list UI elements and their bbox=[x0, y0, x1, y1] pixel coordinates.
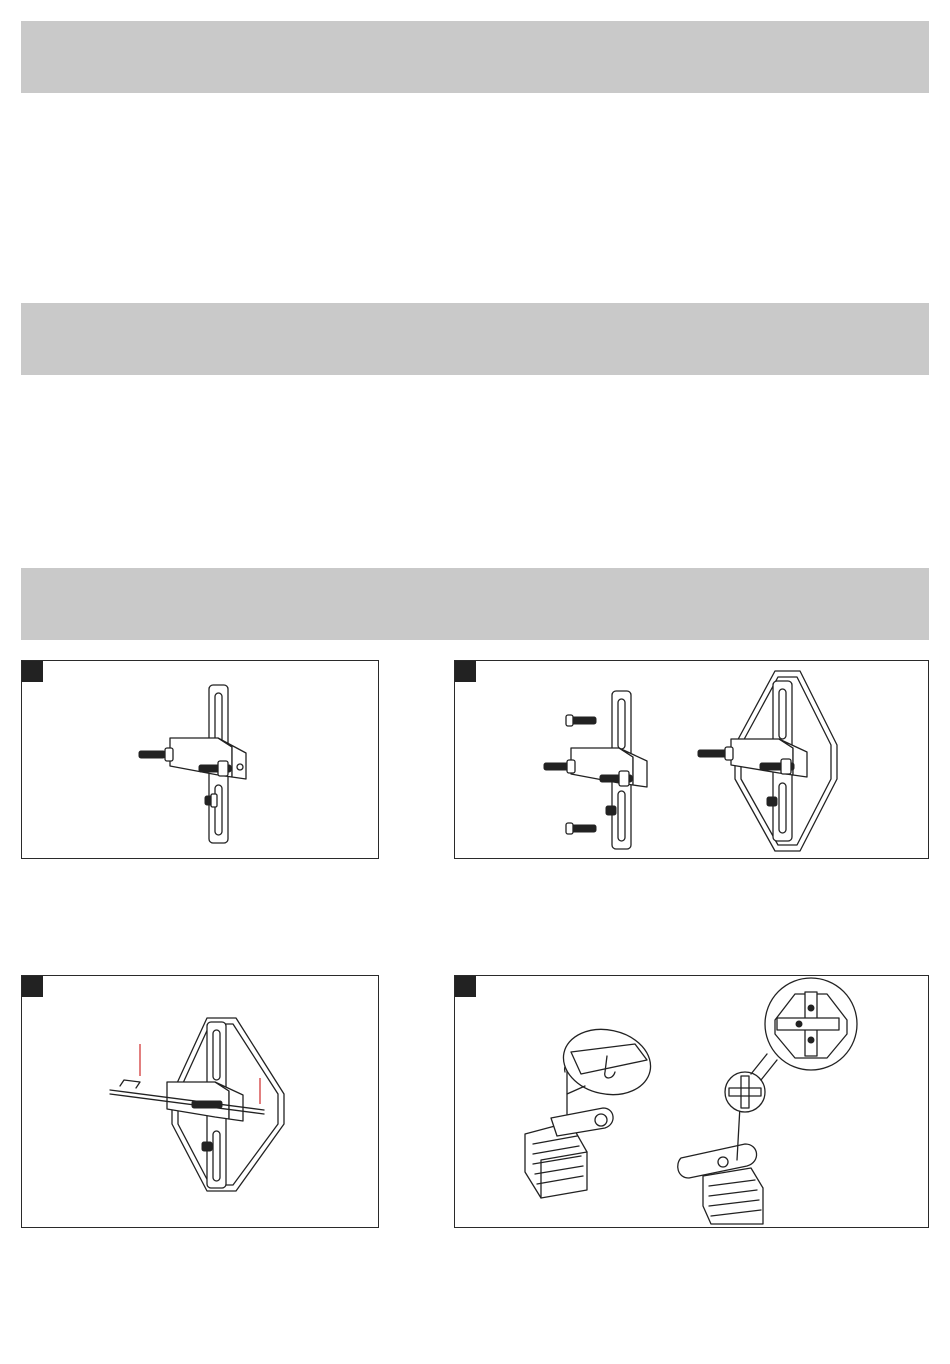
header-band-1 bbox=[21, 21, 929, 93]
step-1-panel bbox=[21, 660, 379, 859]
header-band-3 bbox=[21, 568, 929, 640]
step-1-illustration bbox=[22, 661, 379, 859]
header-band-2 bbox=[21, 303, 929, 375]
step-3-illustration bbox=[22, 976, 379, 1228]
step-4-illustration bbox=[455, 976, 929, 1228]
step-4-panel bbox=[454, 975, 929, 1228]
step-2-illustration bbox=[455, 661, 929, 859]
step-2-panel bbox=[454, 660, 929, 859]
step-3-panel bbox=[21, 975, 379, 1228]
